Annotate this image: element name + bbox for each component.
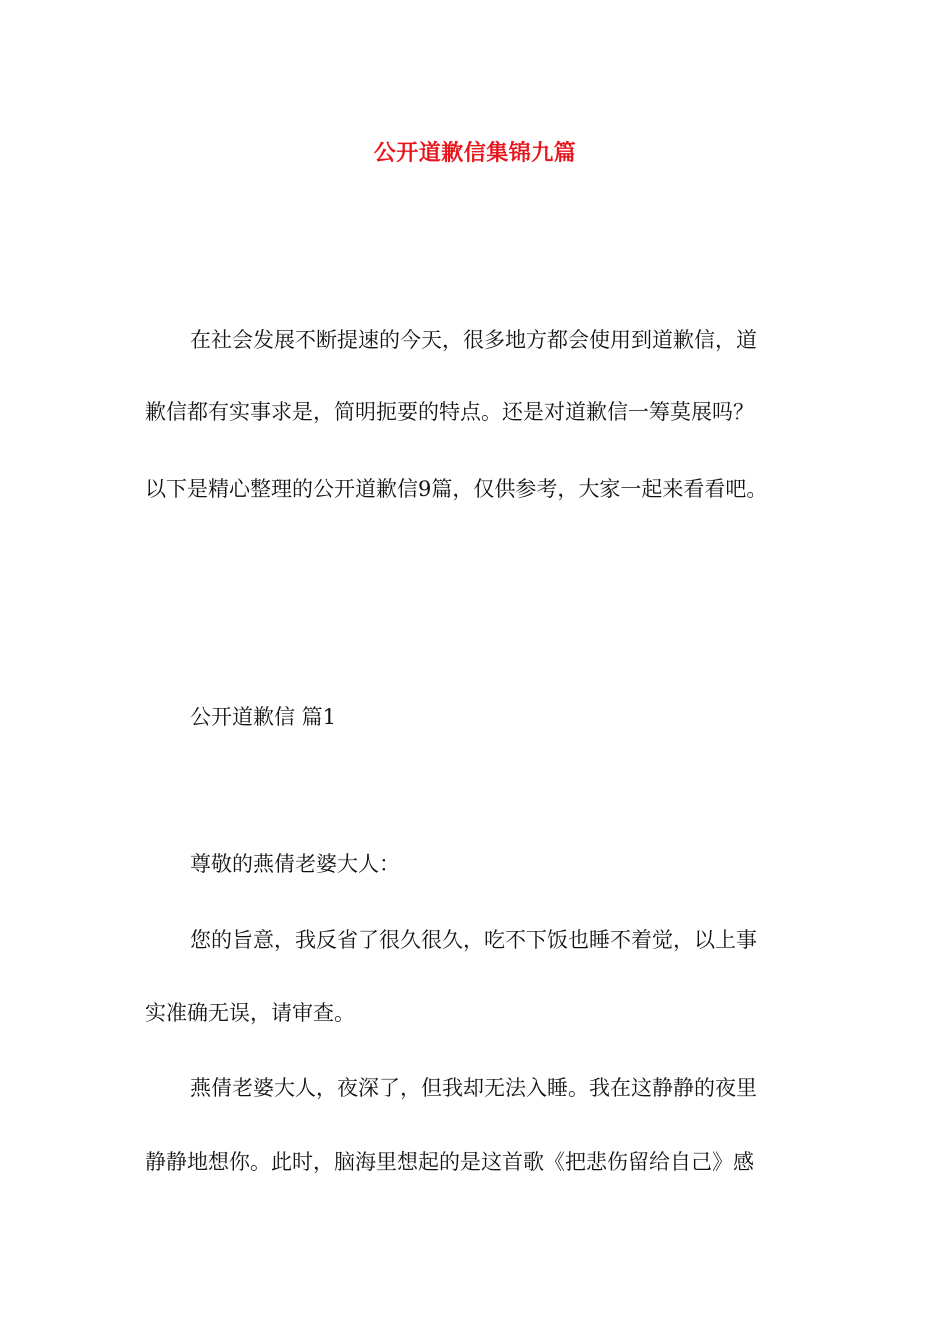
intro-line-3: 以下是精心整理的公开道歉信9篇，仅供参考，大家一起来看看吧。	[145, 477, 768, 501]
para1-line-1: 您的旨意，我反省了很久很久，吃不下饭也睡不着觉，以上事	[190, 928, 757, 952]
document-title: 公开道歉信集锦九篇	[373, 140, 577, 166]
para2-line-2: 静静地想你。此时，脑海里想起的是这首歌《把悲伤留给自己》感	[145, 1150, 754, 1174]
section-heading: 公开道歉信 篇1	[190, 705, 337, 729]
para2-line-1: 燕倩老婆大人，夜深了，但我却无法入睡。我在这静静的夜里	[190, 1076, 757, 1100]
salutation: 尊敬的燕倩老婆大人：	[190, 852, 400, 876]
intro-line-1: 在社会发展不断提速的今天，很多地方都会使用到道歉信，道	[190, 328, 757, 352]
para1-line-2: 实准确无误，请审查。	[145, 1001, 355, 1025]
intro-line-2: 歉信都有实事求是，简明扼要的特点。还是对道歉信一筹莫展吗？	[145, 400, 754, 424]
